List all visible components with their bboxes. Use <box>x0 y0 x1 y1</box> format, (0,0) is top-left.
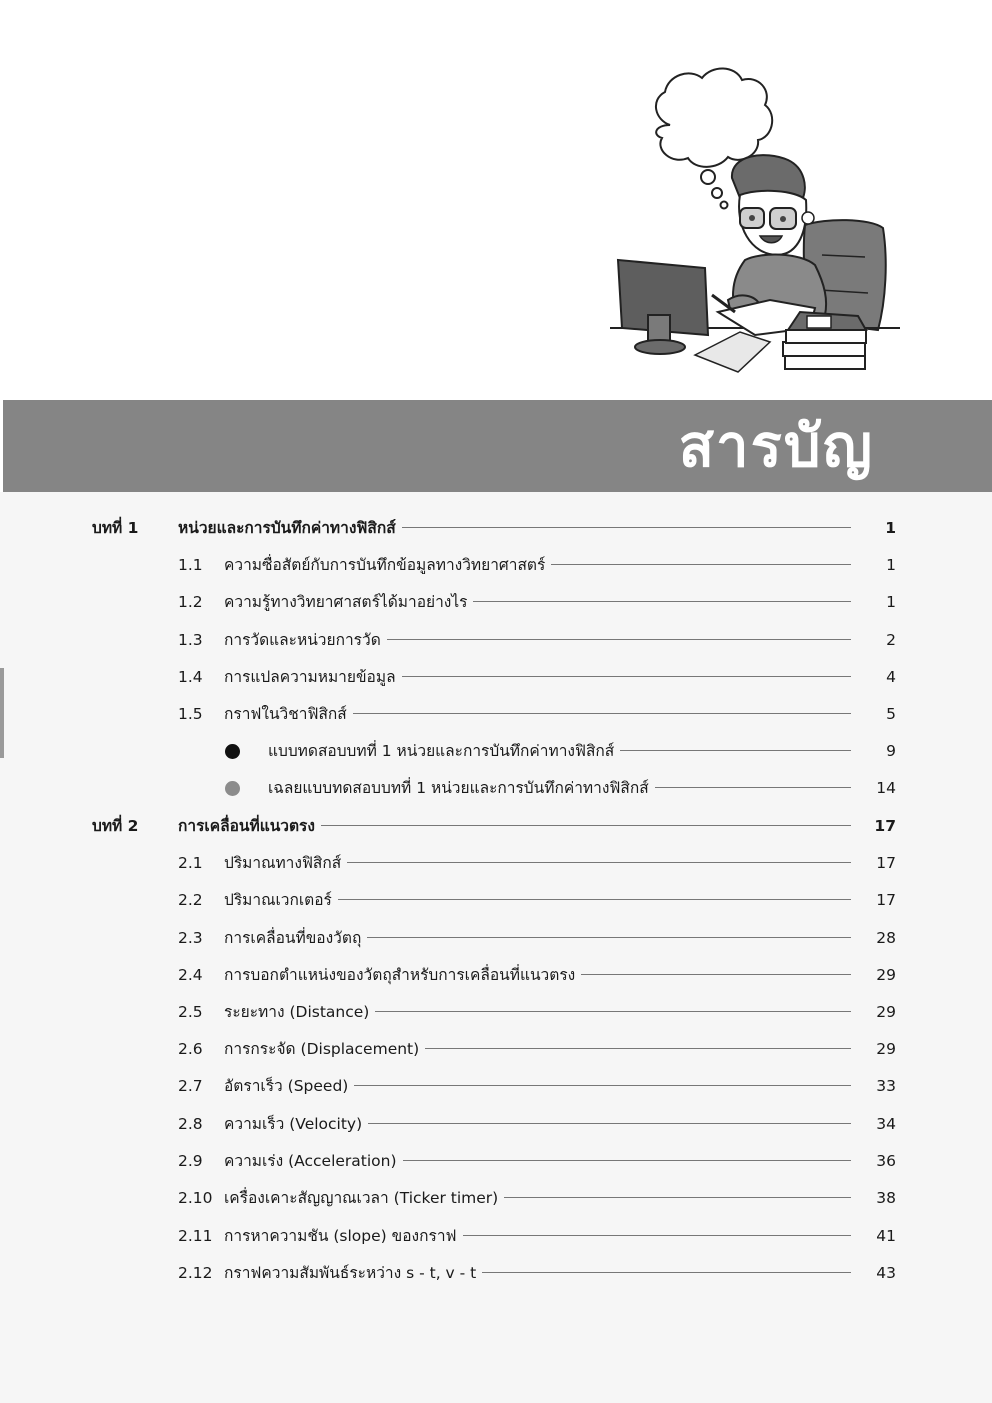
section-title: ความรู้ทางวิทยาศาสตร์ได้มาอย่างไร <box>224 593 468 611</box>
answer-title: เฉลยแบบทดสอบบทที่ 1 หน่วยและการบันทึกค่าทางฟิสิกส์ <box>268 779 649 797</box>
toc-answer-1[interactable] <box>0 773 992 803</box>
toc-exercise-1[interactable] <box>0 736 992 766</box>
page-number: 36 <box>876 1152 896 1170</box>
section-title: ระยะทาง (Distance) <box>224 1003 370 1021</box>
section-title: อัตราเร็ว (Speed) <box>224 1077 349 1095</box>
page-number: 34 <box>876 1115 896 1133</box>
page-number: 1 <box>886 556 896 574</box>
leader-line <box>321 825 851 826</box>
book-stack-icon <box>783 312 866 369</box>
toc-section-2-10[interactable] <box>0 1183 992 1213</box>
section-title: ความเร็ว (Velocity) <box>224 1115 363 1133</box>
chapter-label: บทที่ 1 <box>92 519 139 537</box>
page-number: 1 <box>885 519 896 537</box>
leader-line <box>463 1235 852 1236</box>
page-number: 17 <box>876 854 896 872</box>
leader-line <box>504 1197 851 1198</box>
page-number: 41 <box>876 1227 896 1245</box>
page-number: 29 <box>876 1003 896 1021</box>
toc-section-1-4[interactable] <box>0 662 992 692</box>
page-number: 5 <box>886 705 896 723</box>
section-title: ความซื่อสัตย์กับการบันทึกข้อมูลทางวิทยาศาสตร์ <box>224 556 546 574</box>
section-title: การกระจัด (Displacement) <box>224 1040 420 1058</box>
toc-section-2-8[interactable] <box>0 1109 992 1139</box>
leader-line <box>387 639 851 640</box>
section-number: 1.5 <box>178 705 203 723</box>
section-title: การหาความชัน (slope) ของกราฟ <box>224 1227 457 1245</box>
page-number: 29 <box>876 1040 896 1058</box>
page-number: 17 <box>876 891 896 909</box>
leader-line <box>402 527 851 528</box>
section-title: กราฟความสัมพันธ์ระหว่าง s - t, v - t <box>224 1264 477 1282</box>
section-number: 2.10 <box>178 1189 213 1207</box>
section-number: 2.4 <box>178 966 203 984</box>
page-number: 17 <box>874 817 896 835</box>
chapter-label: บทที่ 2 <box>92 817 139 835</box>
leader-line <box>347 862 851 863</box>
toc-section-2-2[interactable] <box>0 885 992 915</box>
toc-chapter-1[interactable] <box>0 513 992 543</box>
leader-line <box>551 564 851 565</box>
page-number: 29 <box>876 966 896 984</box>
leader-line <box>482 1272 851 1273</box>
gray-circle-bullet-icon <box>225 781 240 796</box>
toc-section-2-11[interactable] <box>0 1221 992 1251</box>
toc-section-2-5[interactable] <box>0 997 992 1027</box>
section-title: ปริมาณเวกเตอร์ <box>224 891 332 909</box>
section-number: 2.6 <box>178 1040 203 1058</box>
page-number: 33 <box>876 1077 896 1095</box>
leader-line <box>375 1011 851 1012</box>
page-number: 38 <box>876 1189 896 1207</box>
page-number: 14 <box>876 779 896 797</box>
toc-section-1-5[interactable] <box>0 699 992 729</box>
page-number: 9 <box>886 742 896 760</box>
page-number: 1 <box>886 593 896 611</box>
page-number: 4 <box>886 668 896 686</box>
leader-line <box>338 899 851 900</box>
section-title: การบอกตำแหน่งของวัตถุสำหรับการเคลื่อนที่แนวตรง <box>224 966 576 984</box>
leader-line <box>368 1123 851 1124</box>
section-number: 2.1 <box>178 854 203 872</box>
section-number: 1.4 <box>178 668 203 686</box>
section-title: การแปลความหมายข้อมูล <box>224 668 396 686</box>
chapter-title: หน่วยและการบันทึกค่าทางฟิสิกส์ <box>178 519 396 537</box>
black-circle-bullet-icon <box>225 744 240 759</box>
toc-section-2-9[interactable] <box>0 1146 992 1176</box>
section-number: 1.3 <box>178 631 203 649</box>
exercise-title: แบบทดสอบบทที่ 1 หน่วยและการบันทึกค่าทางฟิสิกส์ <box>268 742 615 760</box>
leader-line <box>425 1048 851 1049</box>
leader-line <box>403 1160 851 1161</box>
toc-section-2-1[interactable] <box>0 848 992 878</box>
toc-section-2-6[interactable] <box>0 1034 992 1064</box>
toc-section-1-3[interactable] <box>0 625 992 655</box>
leader-line <box>620 750 851 751</box>
page-title: สารบัญ <box>678 412 874 480</box>
section-title: เครื่องเคาะสัญญาณเวลา (Ticker timer) <box>224 1189 499 1207</box>
section-number: 2.5 <box>178 1003 203 1021</box>
leader-line <box>353 713 851 714</box>
leader-line <box>581 974 851 975</box>
section-number: 2.12 <box>178 1264 213 1282</box>
section-number: 2.3 <box>178 929 203 947</box>
boy-avatar <box>732 155 814 255</box>
leader-line <box>367 937 851 938</box>
section-number: 2.11 <box>178 1227 213 1245</box>
section-title: ความเร่ง (Acceleration) <box>224 1152 397 1170</box>
leader-line <box>354 1085 851 1086</box>
page-number: 2 <box>886 631 896 649</box>
chapter-title: การเคลื่อนที่แนวตรง <box>178 817 315 835</box>
page-number: 28 <box>876 929 896 947</box>
section-number: 2.2 <box>178 891 203 909</box>
toc-section-2-4[interactable] <box>0 960 992 990</box>
toc-section-1-1[interactable] <box>0 550 992 580</box>
toc-chapter-2[interactable] <box>0 811 992 841</box>
leader-line <box>402 676 851 677</box>
section-number: 2.8 <box>178 1115 203 1133</box>
title-banner <box>3 400 992 492</box>
student-at-desk-illustration <box>600 60 910 390</box>
section-title: กราฟในวิชาฟิสิกส์ <box>224 705 347 723</box>
toc-section-1-2[interactable] <box>0 587 992 617</box>
computer-monitor-icon <box>618 260 708 354</box>
leader-line <box>473 601 851 602</box>
section-title: ปริมาณทางฟิสิกส์ <box>224 854 342 872</box>
section-number: 2.7 <box>178 1077 203 1095</box>
page-number: 43 <box>876 1264 896 1282</box>
section-title: การวัดและหน่วยการวัด <box>224 631 381 649</box>
leader-line <box>655 787 851 788</box>
section-number: 1.1 <box>178 556 203 574</box>
header-area <box>0 0 992 400</box>
toc-section-2-12[interactable] <box>0 1258 992 1288</box>
section-number: 2.9 <box>178 1152 203 1170</box>
section-number: 1.2 <box>178 593 203 611</box>
toc-section-2-7[interactable] <box>0 1071 992 1101</box>
section-title: การเคลื่อนที่ของวัตถุ <box>224 929 362 947</box>
toc-section-2-3[interactable] <box>0 923 992 953</box>
